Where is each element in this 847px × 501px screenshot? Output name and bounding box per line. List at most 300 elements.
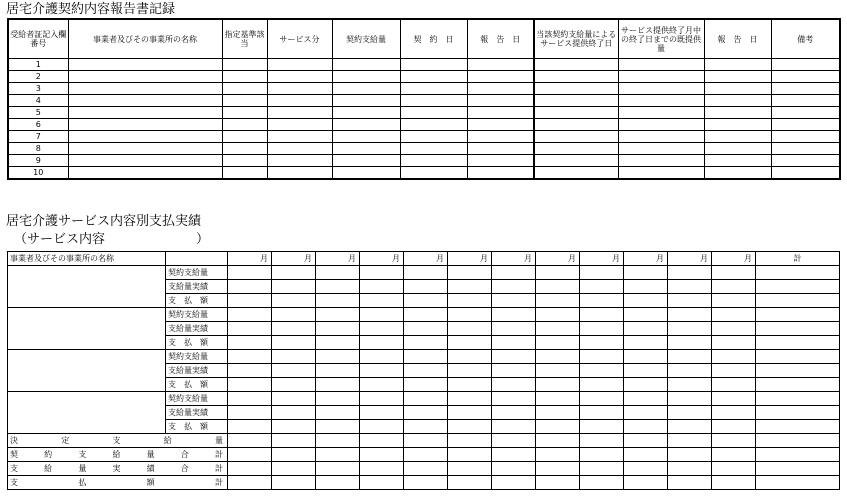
month-cell[interactable] bbox=[536, 336, 580, 350]
entry-cell[interactable] bbox=[771, 143, 840, 155]
month-cell[interactable] bbox=[536, 280, 580, 294]
month-cell[interactable] bbox=[536, 406, 580, 420]
month-cell[interactable] bbox=[448, 462, 492, 476]
month-cell[interactable] bbox=[580, 336, 624, 350]
month-cell[interactable] bbox=[360, 392, 404, 406]
month-cell[interactable] bbox=[712, 336, 756, 350]
entry-cell[interactable] bbox=[771, 167, 840, 180]
month-cell[interactable] bbox=[668, 434, 712, 448]
entry-cell[interactable] bbox=[618, 59, 704, 71]
month-cell[interactable] bbox=[668, 406, 712, 420]
month-cell[interactable] bbox=[228, 266, 272, 280]
entry-cell[interactable] bbox=[68, 131, 222, 143]
entry-cell[interactable] bbox=[534, 95, 618, 107]
month-cell[interactable] bbox=[316, 392, 360, 406]
entry-cell[interactable] bbox=[332, 131, 400, 143]
provider-name-cell[interactable] bbox=[8, 308, 166, 350]
month-cell[interactable] bbox=[580, 364, 624, 378]
month-cell[interactable] bbox=[316, 476, 360, 490]
entry-cell[interactable] bbox=[222, 95, 267, 107]
month-cell[interactable] bbox=[668, 378, 712, 392]
month-cell[interactable] bbox=[580, 420, 624, 434]
entry-cell[interactable] bbox=[618, 119, 704, 131]
entry-cell[interactable] bbox=[400, 95, 467, 107]
month-cell[interactable] bbox=[272, 336, 316, 350]
month-cell[interactable] bbox=[272, 350, 316, 364]
month-cell[interactable] bbox=[580, 294, 624, 308]
month-cell[interactable] bbox=[668, 308, 712, 322]
entry-cell[interactable] bbox=[267, 131, 332, 143]
entry-cell[interactable] bbox=[704, 119, 771, 131]
entry-cell[interactable] bbox=[771, 155, 840, 167]
month-cell[interactable] bbox=[404, 406, 448, 420]
entry-cell[interactable] bbox=[618, 143, 704, 155]
month-cell[interactable] bbox=[360, 364, 404, 378]
month-cell[interactable] bbox=[360, 322, 404, 336]
month-cell[interactable] bbox=[668, 322, 712, 336]
entry-cell[interactable] bbox=[68, 155, 222, 167]
month-cell[interactable] bbox=[228, 476, 272, 490]
month-cell[interactable] bbox=[404, 280, 448, 294]
entry-cell[interactable] bbox=[704, 155, 771, 167]
month-cell[interactable] bbox=[404, 476, 448, 490]
month-cell[interactable] bbox=[624, 364, 668, 378]
month-cell[interactable] bbox=[228, 280, 272, 294]
entry-cell[interactable] bbox=[618, 95, 704, 107]
month-cell[interactable] bbox=[228, 322, 272, 336]
month-cell[interactable] bbox=[492, 322, 536, 336]
month-cell[interactable] bbox=[536, 266, 580, 280]
total-cell[interactable] bbox=[756, 308, 840, 322]
month-cell[interactable] bbox=[316, 364, 360, 378]
month-cell[interactable] bbox=[404, 350, 448, 364]
month-cell[interactable] bbox=[712, 350, 756, 364]
month-cell[interactable] bbox=[360, 420, 404, 434]
entry-cell[interactable] bbox=[68, 167, 222, 180]
month-cell[interactable] bbox=[668, 392, 712, 406]
month-cell[interactable] bbox=[272, 378, 316, 392]
entry-cell[interactable] bbox=[618, 131, 704, 143]
month-cell[interactable] bbox=[448, 336, 492, 350]
entry-cell[interactable] bbox=[68, 59, 222, 71]
month-cell[interactable] bbox=[404, 462, 448, 476]
month-cell[interactable] bbox=[536, 322, 580, 336]
entry-cell[interactable] bbox=[704, 71, 771, 83]
month-cell[interactable] bbox=[360, 378, 404, 392]
month-cell[interactable] bbox=[228, 364, 272, 378]
month-cell[interactable] bbox=[272, 462, 316, 476]
month-cell[interactable] bbox=[448, 266, 492, 280]
entry-cell[interactable] bbox=[534, 83, 618, 95]
entry-cell[interactable] bbox=[534, 71, 618, 83]
entry-cell[interactable] bbox=[704, 107, 771, 119]
month-cell[interactable] bbox=[536, 420, 580, 434]
month-cell[interactable] bbox=[624, 280, 668, 294]
month-cell[interactable] bbox=[668, 336, 712, 350]
month-cell[interactable] bbox=[712, 476, 756, 490]
total-cell[interactable] bbox=[756, 350, 840, 364]
month-cell[interactable] bbox=[492, 476, 536, 490]
month-cell[interactable] bbox=[712, 294, 756, 308]
month-cell[interactable] bbox=[316, 266, 360, 280]
entry-cell[interactable] bbox=[267, 83, 332, 95]
month-cell[interactable] bbox=[712, 322, 756, 336]
entry-cell[interactable] bbox=[400, 71, 467, 83]
month-cell[interactable] bbox=[492, 392, 536, 406]
month-cell[interactable] bbox=[624, 420, 668, 434]
entry-cell[interactable] bbox=[534, 107, 618, 119]
month-cell[interactable] bbox=[668, 350, 712, 364]
month-cell[interactable] bbox=[448, 294, 492, 308]
total-cell[interactable] bbox=[756, 280, 840, 294]
month-cell[interactable] bbox=[668, 462, 712, 476]
entry-cell[interactable] bbox=[704, 131, 771, 143]
total-cell[interactable] bbox=[756, 294, 840, 308]
month-cell[interactable] bbox=[712, 364, 756, 378]
entry-cell[interactable] bbox=[771, 95, 840, 107]
entry-cell[interactable] bbox=[222, 131, 267, 143]
month-cell[interactable] bbox=[272, 294, 316, 308]
entry-cell[interactable] bbox=[467, 83, 534, 95]
month-cell[interactable] bbox=[404, 448, 448, 462]
entry-cell[interactable] bbox=[534, 131, 618, 143]
entry-cell[interactable] bbox=[222, 143, 267, 155]
month-cell[interactable] bbox=[448, 378, 492, 392]
month-cell[interactable] bbox=[624, 462, 668, 476]
month-cell[interactable] bbox=[668, 420, 712, 434]
month-cell[interactable] bbox=[536, 378, 580, 392]
month-cell[interactable] bbox=[492, 336, 536, 350]
month-cell[interactable] bbox=[624, 336, 668, 350]
total-cell[interactable] bbox=[756, 364, 840, 378]
month-cell[interactable] bbox=[580, 308, 624, 322]
month-cell[interactable] bbox=[448, 406, 492, 420]
month-cell[interactable] bbox=[360, 462, 404, 476]
month-cell[interactable] bbox=[668, 448, 712, 462]
entry-cell[interactable] bbox=[771, 107, 840, 119]
month-cell[interactable] bbox=[580, 406, 624, 420]
month-cell[interactable] bbox=[624, 294, 668, 308]
total-cell[interactable] bbox=[756, 378, 840, 392]
month-cell[interactable] bbox=[448, 420, 492, 434]
month-cell[interactable] bbox=[228, 392, 272, 406]
month-cell[interactable] bbox=[712, 392, 756, 406]
month-cell[interactable] bbox=[360, 266, 404, 280]
month-cell[interactable] bbox=[316, 322, 360, 336]
month-cell[interactable] bbox=[272, 434, 316, 448]
month-cell[interactable] bbox=[624, 266, 668, 280]
provider-name-cell[interactable] bbox=[8, 266, 166, 308]
entry-cell[interactable] bbox=[400, 83, 467, 95]
month-cell[interactable] bbox=[536, 364, 580, 378]
month-cell[interactable] bbox=[272, 476, 316, 490]
month-cell[interactable] bbox=[536, 392, 580, 406]
month-cell[interactable] bbox=[448, 322, 492, 336]
month-cell[interactable] bbox=[580, 280, 624, 294]
entry-cell[interactable] bbox=[267, 143, 332, 155]
month-cell[interactable] bbox=[492, 378, 536, 392]
entry-cell[interactable] bbox=[618, 107, 704, 119]
month-cell[interactable] bbox=[536, 462, 580, 476]
month-cell[interactable] bbox=[404, 364, 448, 378]
entry-cell[interactable] bbox=[704, 59, 771, 71]
month-cell[interactable] bbox=[712, 420, 756, 434]
month-cell[interactable] bbox=[404, 378, 448, 392]
month-cell[interactable] bbox=[492, 420, 536, 434]
month-cell[interactable] bbox=[316, 420, 360, 434]
entry-cell[interactable] bbox=[704, 83, 771, 95]
entry-cell[interactable] bbox=[400, 119, 467, 131]
provider-name-cell[interactable] bbox=[8, 392, 166, 434]
entry-cell[interactable] bbox=[704, 143, 771, 155]
month-cell[interactable] bbox=[404, 294, 448, 308]
month-cell[interactable] bbox=[316, 350, 360, 364]
month-cell[interactable] bbox=[624, 322, 668, 336]
month-cell[interactable] bbox=[668, 476, 712, 490]
month-cell[interactable] bbox=[272, 266, 316, 280]
entry-cell[interactable] bbox=[332, 95, 400, 107]
entry-cell[interactable] bbox=[267, 95, 332, 107]
entry-cell[interactable] bbox=[267, 71, 332, 83]
entry-cell[interactable] bbox=[222, 71, 267, 83]
month-cell[interactable] bbox=[492, 350, 536, 364]
month-cell[interactable] bbox=[536, 448, 580, 462]
month-cell[interactable] bbox=[492, 308, 536, 322]
entry-cell[interactable] bbox=[222, 107, 267, 119]
entry-cell[interactable] bbox=[332, 59, 400, 71]
month-cell[interactable] bbox=[228, 406, 272, 420]
month-cell[interactable] bbox=[316, 462, 360, 476]
month-cell[interactable] bbox=[492, 294, 536, 308]
month-cell[interactable] bbox=[448, 476, 492, 490]
month-cell[interactable] bbox=[404, 308, 448, 322]
month-cell[interactable] bbox=[360, 336, 404, 350]
month-cell[interactable] bbox=[272, 364, 316, 378]
entry-cell[interactable] bbox=[332, 107, 400, 119]
entry-cell[interactable] bbox=[467, 131, 534, 143]
entry-cell[interactable] bbox=[267, 155, 332, 167]
entry-cell[interactable] bbox=[467, 59, 534, 71]
total-cell[interactable] bbox=[756, 406, 840, 420]
month-cell[interactable] bbox=[360, 308, 404, 322]
month-cell[interactable] bbox=[624, 378, 668, 392]
month-cell[interactable] bbox=[360, 350, 404, 364]
month-cell[interactable] bbox=[404, 392, 448, 406]
entry-cell[interactable] bbox=[68, 95, 222, 107]
total-cell[interactable] bbox=[756, 434, 840, 448]
entry-cell[interactable] bbox=[222, 119, 267, 131]
month-cell[interactable] bbox=[316, 294, 360, 308]
month-cell[interactable] bbox=[272, 420, 316, 434]
entry-cell[interactable] bbox=[771, 83, 840, 95]
entry-cell[interactable] bbox=[467, 119, 534, 131]
month-cell[interactable] bbox=[316, 448, 360, 462]
month-cell[interactable] bbox=[580, 266, 624, 280]
total-cell[interactable] bbox=[756, 392, 840, 406]
entry-cell[interactable] bbox=[267, 167, 332, 180]
entry-cell[interactable] bbox=[400, 131, 467, 143]
month-cell[interactable] bbox=[272, 392, 316, 406]
month-cell[interactable] bbox=[492, 462, 536, 476]
entry-cell[interactable] bbox=[68, 143, 222, 155]
month-cell[interactable] bbox=[360, 476, 404, 490]
entry-cell[interactable] bbox=[618, 71, 704, 83]
entry-cell[interactable] bbox=[332, 155, 400, 167]
month-cell[interactable] bbox=[360, 434, 404, 448]
month-cell[interactable] bbox=[228, 434, 272, 448]
month-cell[interactable] bbox=[360, 448, 404, 462]
month-cell[interactable] bbox=[316, 308, 360, 322]
entry-cell[interactable] bbox=[400, 107, 467, 119]
month-cell[interactable] bbox=[712, 378, 756, 392]
total-cell[interactable] bbox=[756, 476, 840, 490]
month-cell[interactable] bbox=[492, 266, 536, 280]
month-cell[interactable] bbox=[316, 378, 360, 392]
month-cell[interactable] bbox=[492, 280, 536, 294]
entry-cell[interactable] bbox=[332, 167, 400, 180]
month-cell[interactable] bbox=[580, 322, 624, 336]
month-cell[interactable] bbox=[624, 448, 668, 462]
entry-cell[interactable] bbox=[467, 167, 534, 180]
entry-cell[interactable] bbox=[771, 119, 840, 131]
month-cell[interactable] bbox=[580, 378, 624, 392]
total-cell[interactable] bbox=[756, 266, 840, 280]
month-cell[interactable] bbox=[712, 308, 756, 322]
entry-cell[interactable] bbox=[332, 71, 400, 83]
entry-cell[interactable] bbox=[467, 143, 534, 155]
month-cell[interactable] bbox=[404, 434, 448, 448]
month-cell[interactable] bbox=[316, 434, 360, 448]
month-cell[interactable] bbox=[228, 448, 272, 462]
month-cell[interactable] bbox=[360, 294, 404, 308]
month-cell[interactable] bbox=[448, 392, 492, 406]
entry-cell[interactable] bbox=[618, 83, 704, 95]
month-cell[interactable] bbox=[492, 364, 536, 378]
month-cell[interactable] bbox=[272, 308, 316, 322]
entry-cell[interactable] bbox=[222, 59, 267, 71]
entry-cell[interactable] bbox=[267, 119, 332, 131]
entry-cell[interactable] bbox=[267, 107, 332, 119]
entry-cell[interactable] bbox=[467, 95, 534, 107]
month-cell[interactable] bbox=[624, 434, 668, 448]
entry-cell[interactable] bbox=[618, 167, 704, 180]
entry-cell[interactable] bbox=[68, 71, 222, 83]
total-cell[interactable] bbox=[756, 322, 840, 336]
month-cell[interactable] bbox=[668, 294, 712, 308]
entry-cell[interactable] bbox=[332, 83, 400, 95]
month-cell[interactable] bbox=[316, 280, 360, 294]
month-cell[interactable] bbox=[580, 392, 624, 406]
month-cell[interactable] bbox=[404, 420, 448, 434]
entry-cell[interactable] bbox=[534, 155, 618, 167]
month-cell[interactable] bbox=[404, 336, 448, 350]
entry-cell[interactable] bbox=[467, 107, 534, 119]
month-cell[interactable] bbox=[536, 294, 580, 308]
month-cell[interactable] bbox=[228, 378, 272, 392]
month-cell[interactable] bbox=[580, 448, 624, 462]
entry-cell[interactable] bbox=[534, 167, 618, 180]
month-cell[interactable] bbox=[712, 406, 756, 420]
month-cell[interactable] bbox=[668, 280, 712, 294]
month-cell[interactable] bbox=[624, 350, 668, 364]
entry-cell[interactable] bbox=[400, 155, 467, 167]
month-cell[interactable] bbox=[228, 308, 272, 322]
month-cell[interactable] bbox=[228, 294, 272, 308]
month-cell[interactable] bbox=[492, 448, 536, 462]
month-cell[interactable] bbox=[272, 406, 316, 420]
month-cell[interactable] bbox=[228, 336, 272, 350]
month-cell[interactable] bbox=[492, 434, 536, 448]
month-cell[interactable] bbox=[448, 350, 492, 364]
entry-cell[interactable] bbox=[267, 59, 332, 71]
month-cell[interactable] bbox=[712, 266, 756, 280]
month-cell[interactable] bbox=[668, 364, 712, 378]
entry-cell[interactable] bbox=[467, 71, 534, 83]
month-cell[interactable] bbox=[580, 350, 624, 364]
month-cell[interactable] bbox=[624, 406, 668, 420]
month-cell[interactable] bbox=[536, 434, 580, 448]
month-cell[interactable] bbox=[448, 308, 492, 322]
month-cell[interactable] bbox=[712, 434, 756, 448]
entry-cell[interactable] bbox=[332, 119, 400, 131]
total-cell[interactable] bbox=[756, 336, 840, 350]
entry-cell[interactable] bbox=[771, 71, 840, 83]
month-cell[interactable] bbox=[448, 434, 492, 448]
month-cell[interactable] bbox=[668, 266, 712, 280]
total-cell[interactable] bbox=[756, 462, 840, 476]
month-cell[interactable] bbox=[316, 406, 360, 420]
entry-cell[interactable] bbox=[400, 143, 467, 155]
month-cell[interactable] bbox=[272, 280, 316, 294]
month-cell[interactable] bbox=[228, 462, 272, 476]
entry-cell[interactable] bbox=[771, 59, 840, 71]
month-cell[interactable] bbox=[272, 322, 316, 336]
month-cell[interactable] bbox=[360, 280, 404, 294]
month-cell[interactable] bbox=[536, 350, 580, 364]
month-cell[interactable] bbox=[712, 280, 756, 294]
total-cell[interactable] bbox=[756, 448, 840, 462]
month-cell[interactable] bbox=[712, 462, 756, 476]
month-cell[interactable] bbox=[492, 406, 536, 420]
month-cell[interactable] bbox=[624, 392, 668, 406]
month-cell[interactable] bbox=[448, 280, 492, 294]
entry-cell[interactable] bbox=[618, 155, 704, 167]
month-cell[interactable] bbox=[404, 322, 448, 336]
entry-cell[interactable] bbox=[68, 107, 222, 119]
entry-cell[interactable] bbox=[534, 119, 618, 131]
entry-cell[interactable] bbox=[534, 143, 618, 155]
month-cell[interactable] bbox=[316, 336, 360, 350]
month-cell[interactable] bbox=[228, 350, 272, 364]
provider-name-cell[interactable] bbox=[8, 350, 166, 392]
entry-cell[interactable] bbox=[704, 95, 771, 107]
entry-cell[interactable] bbox=[222, 167, 267, 180]
entry-cell[interactable] bbox=[222, 155, 267, 167]
month-cell[interactable] bbox=[624, 476, 668, 490]
month-cell[interactable] bbox=[360, 406, 404, 420]
month-cell[interactable] bbox=[580, 476, 624, 490]
entry-cell[interactable] bbox=[467, 155, 534, 167]
entry-cell[interactable] bbox=[771, 131, 840, 143]
entry-cell[interactable] bbox=[400, 167, 467, 180]
entry-cell[interactable] bbox=[534, 59, 618, 71]
entry-cell[interactable] bbox=[332, 143, 400, 155]
entry-cell[interactable] bbox=[400, 59, 467, 71]
month-cell[interactable] bbox=[448, 448, 492, 462]
month-cell[interactable] bbox=[536, 476, 580, 490]
entry-cell[interactable] bbox=[222, 83, 267, 95]
month-cell[interactable] bbox=[624, 308, 668, 322]
